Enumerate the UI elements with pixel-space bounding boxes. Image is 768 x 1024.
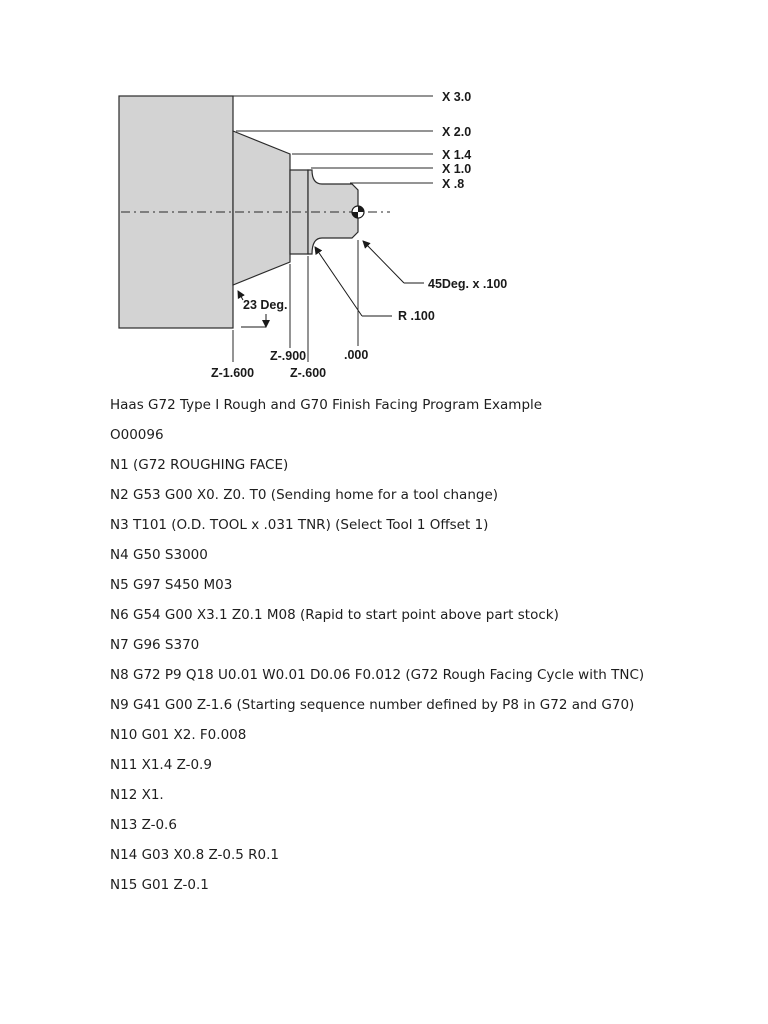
x-label: X .8 [442, 177, 465, 191]
program-line: N3 T101 (O.D. TOOL x .031 TNR) (Select Tool 1 Offset 1) [110, 517, 489, 533]
angle-label: 23 Deg. [243, 298, 288, 312]
z-label: .000 [344, 348, 369, 362]
x-label: X 1.4 [442, 148, 472, 162]
program-line: N10 G01 X2. F0.008 [110, 727, 247, 743]
program-line: N2 G53 G00 X0. Z0. T0 (Sending home for a tool change) [110, 487, 499, 503]
x-label: X 1.0 [442, 162, 472, 176]
document-title: Haas G72 Type I Rough and G70 Finish Facing Program Example [110, 397, 543, 413]
x-label: X 2.0 [442, 125, 472, 139]
program-line: N7 G96 S370 [110, 637, 200, 653]
chamfer-callout [363, 241, 424, 283]
program-line: N15 G01 Z-0.1 [110, 877, 209, 893]
origin-symbol [352, 206, 364, 218]
x-label: X 3.0 [442, 90, 472, 104]
program-line: N14 G03 X0.8 Z-0.5 R0.1 [110, 847, 280, 863]
program-line: N11 X1.4 Z-0.9 [110, 757, 212, 773]
program-line: N12 X1. [110, 787, 164, 803]
program-line: N1 (G72 ROUGHING FACE) [110, 457, 289, 473]
program-line: O00096 [110, 427, 164, 443]
z-label: Z-1.600 [211, 366, 255, 380]
radius-label: R .100 [398, 309, 435, 323]
taper-section [233, 131, 290, 285]
z-label: Z-.600 [290, 366, 327, 380]
z-label: Z-.900 [270, 349, 307, 363]
program-line: N9 G41 G00 Z-1.6 (Starting sequence number defined by P8 in G72 and G70) [110, 697, 635, 713]
program-line: N8 G72 P9 Q18 U0.01 W0.01 D0.06 F0.012 (G72 Rough Facing Cycle with TNC) [110, 667, 645, 683]
program-line: N4 G50 S3000 [110, 547, 208, 563]
radius-callout [315, 247, 392, 316]
program-line: N5 G97 S450 M03 [110, 577, 233, 593]
lathe-facing-diagram [0, 0, 768, 392]
program-line: N6 G54 G00 X3.1 Z0.1 M08 (Rapid to start point above part stock) [110, 607, 559, 623]
chamfer-label: 45Deg. x .100 [428, 277, 508, 291]
program-line: N13 Z-0.6 [110, 817, 177, 833]
program-listing [110, 394, 650, 894]
stock-block [119, 96, 233, 328]
